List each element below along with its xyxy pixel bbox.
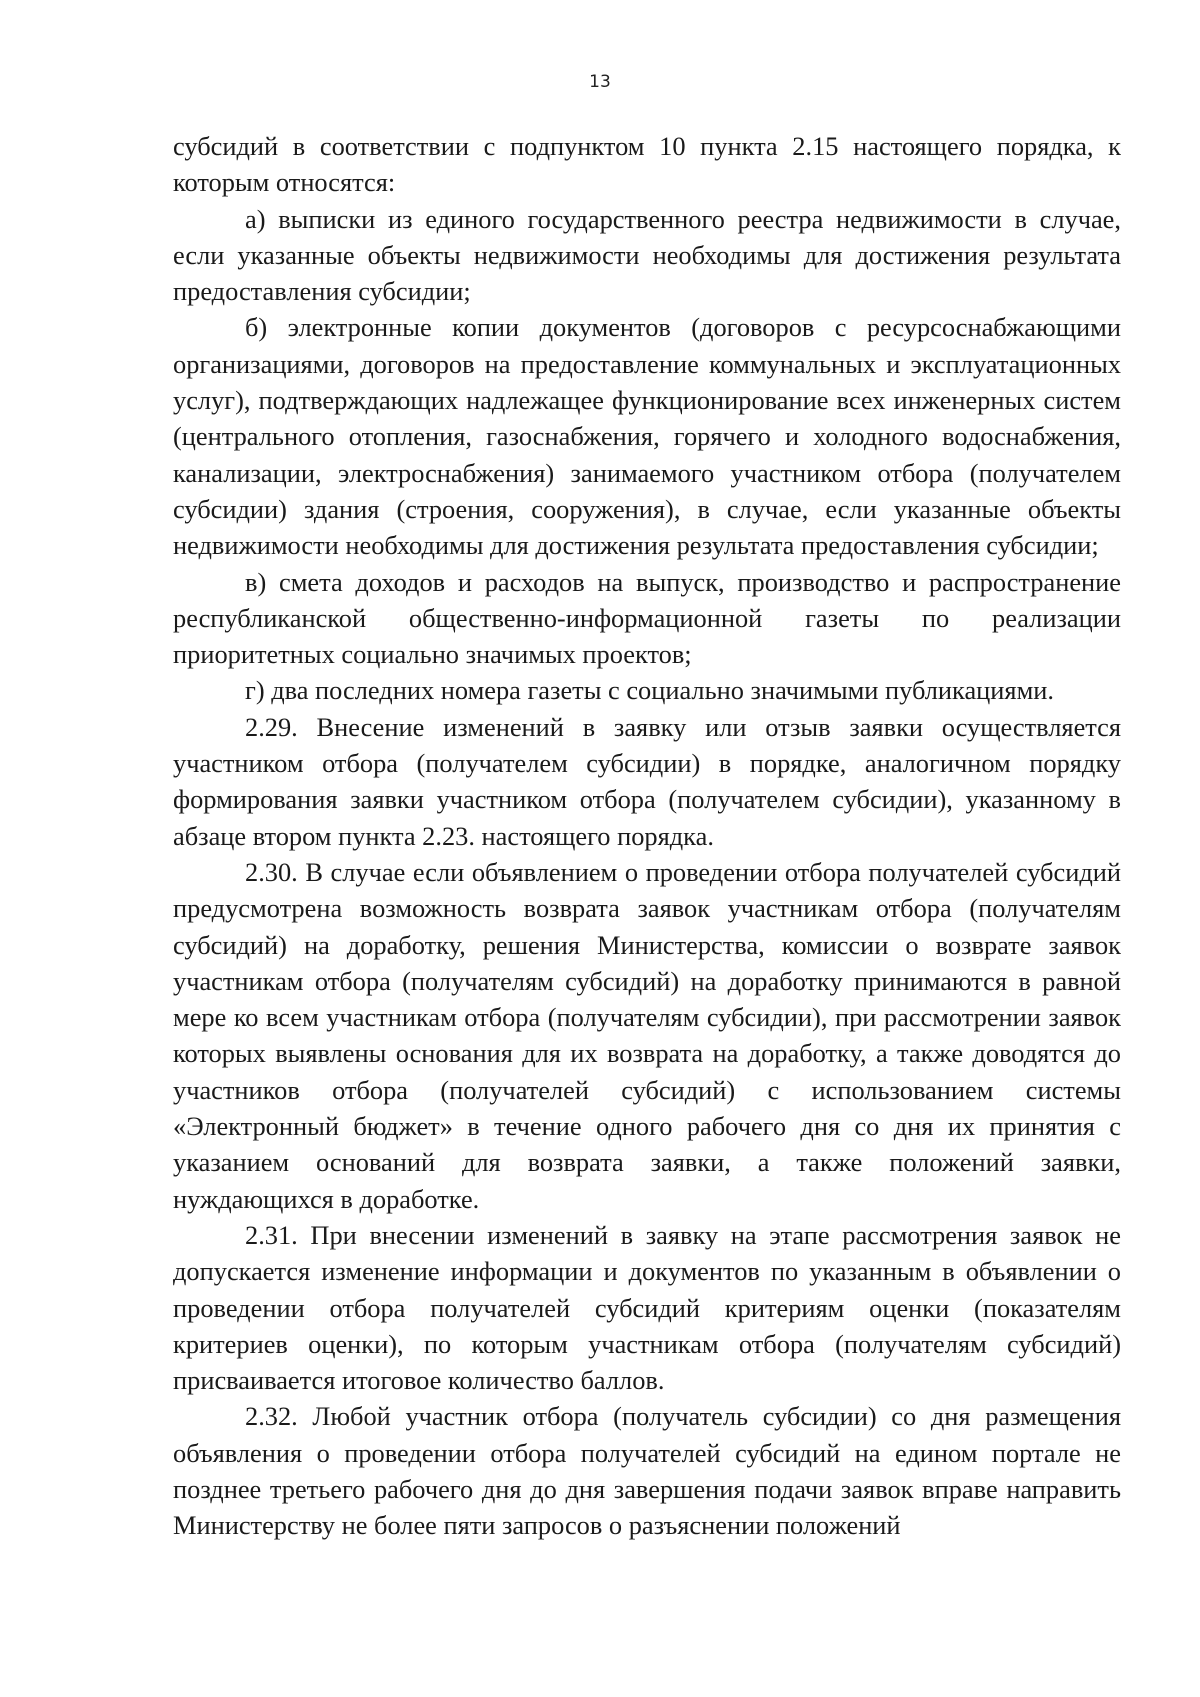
paragraph-item-a: а) выписки из единого государственного реестра недвижимости в случае, если указанные объекты недвижимости необходимы для достижения результата предоставления субсидии; — [173, 203, 1121, 307]
paragraph-item-v: в) смета доходов и расходов на выпуск, производство и распространение республиканской общественно-информационной газеты по реализации приоритетных социально значимых проектов; — [173, 566, 1121, 670]
paragraph-item-g: г) два последних номера газеты с социально значимыми публикациями. — [245, 675, 1054, 706]
paragraph-2-29: 2.29. Внесение изменений в заявку или отзыв заявки осуществляется участником отбора (получателем субсидии) в порядке, аналогичном порядку формирования заявки участником отбора (получателем субсидии), указанному в абзаце втором пункта 2.23. настоящего порядка. — [173, 711, 1121, 851]
document-body — [173, 128, 1121, 1544]
paragraph-continuation: субсидий в соответствии с подпунктом 10 пункта 2.15 настоящего порядка, к которым относятся: — [173, 131, 1121, 198]
paragraph-item-b: б) электронные копии документов (договоров с ресурсоснабжающими организациями, договоров на предоставление коммунальных и эксплуатационных услуг), подтверждающих надлежащее функционирование всех инженерных систем (центрального отопления, газоснабжения, горячего и холодного водоснабжения, канализации, электроснабжения) занимаемого участником отбора (получателем субсидии) здания (строения, сооружения), в случае, если указанные объекты недвижимости необходимы для достижения результата предоставления субсидии; — [173, 312, 1121, 561]
paragraph-2-30: 2.30. В случае если объявлением о проведении отбора получателей субсидий предусмотрена возможность возврата заявок участникам отбора (получателям субсидий) на доработку, решения Министерства, комиссии о возврате заявок участникам отбора (получателям субсидий) на доработку принимаются в равной мере ко всем участникам отбора (получателям субсидии), при рассмотрении заявок которых выявлены основания для их возврата на доработку, а также доводятся до участников отбора (получателей субсидий) с использованием системы «Электронный бюджет» в течение одного рабочего дня со дня их принятия с указанием оснований для возврата заявки, а также положений заявки, нуждающихся в доработке. — [173, 856, 1121, 1214]
page-number: 13 — [589, 72, 611, 92]
paragraph-2-32: 2.32. Любой участник отбора (получатель субсидии) со дня размещения объявления о проведении отбора получателей субсидий на едином портале не позднее третьего рабочего дня до дня завершения подачи заявок вправе направить Министерству не более пяти запросов о разъяснении положений — [173, 1401, 1121, 1541]
paragraph-2-31: 2.31. При внесении изменений в заявку на этапе рассмотрения заявок не допускается изменение информации и документов по указанным в объявлении о проведении отбора получателей субсидий критериям оценки (показателям критериев оценки), по которым участникам отбора (получателям субсидий) присваивается итоговое количество баллов. — [173, 1219, 1121, 1396]
